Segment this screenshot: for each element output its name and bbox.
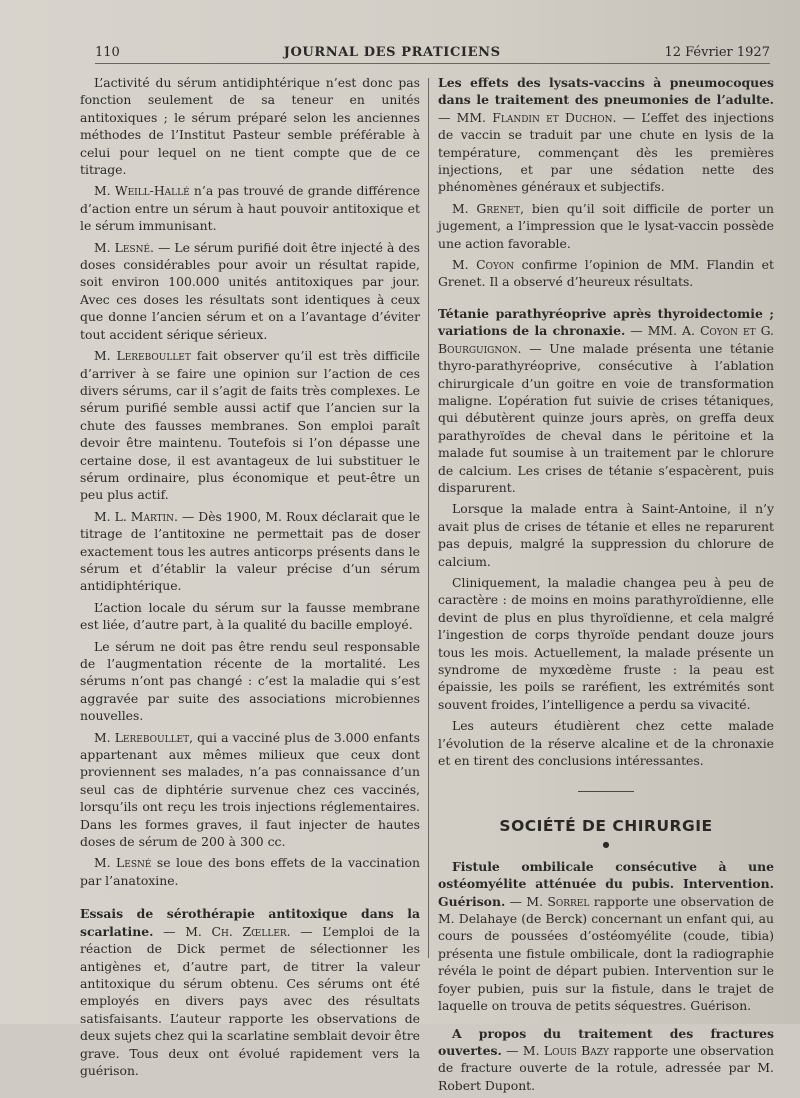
paragraph: Les auteurs étudièrent chez cette malade l’évolution de la réserve alcaline et de la chronaxie et en tirent des conclusions intéressantes. bbox=[438, 718, 774, 769]
issue-date: 12 Février 1927 bbox=[664, 45, 770, 60]
article-title: Les effets des lysats-vaccins à pneumocoques dans le traitement des pneumonies de l’adulte. bbox=[438, 75, 774, 108]
section-separator bbox=[578, 791, 634, 792]
speaker-name: — MM. Flandin et Duchon. bbox=[438, 109, 617, 125]
paragraph: A propos du traitement des fractures ouvertes. — M. Louis Bazy rapporte une observation de fracture ouverte de la rotule, adressée par M. Robert Dupont. bbox=[438, 1025, 774, 1093]
speaker-name: M. Lesné. bbox=[94, 239, 154, 255]
speaker-name: — M. Sorrel bbox=[505, 893, 590, 909]
paragraph: M. Lereboullet, qui a vacciné plus de 3.000 enfants appartenant aux mêmes milieux que ceux dont proviennent ses malades, n’a pas connaissance d’un seul cas de diphtérie survenue chez ces vaccinés, lorsqu’ils ont reçu les trois injections réglementaires. Dans les formes graves, il faut injecter de hautes doses de sérum de 200 à 300 cc. bbox=[80, 729, 420, 850]
speaker-name: M. Lereboullet, bbox=[94, 729, 194, 745]
paragraph: Essais de sérothérapie antitoxique dans la scarlatine. — M. Ch. Zœller. — L’emploi de la réaction de Dick permet de sélectionner les antigènes et, d’autre part, de titrer la valeur antitoxique du sérum obtenu. Ces sérums ont été employés en divers pays avec des résultats satisfaisants. L’auteur rapporte les observations de deux sujets chez qui la scarlatine semblait devoir être grave. Tous deux ont évolué rapidement vers la guérison. bbox=[80, 906, 420, 1078]
speaker-name: M. Coyon bbox=[452, 257, 515, 273]
paragraph: M. Lesné. — Le sérum purifié doit être injecté à des doses considérables pour avoir un résultat rapide, soit environ 100.000 unités antitoxiques par jour. Avec ces doses les résultats sont identiques à ceux que donne l’ancien sérum et on a l’avantage d’éviter tout accident sérique sérieux. bbox=[80, 239, 420, 342]
paragraph: M. Lereboullet fait observer qu’il est très difficile d’arriver à se faire une opinion sur l’action de ces divers sérums, car il s’agit de faits très complexes. Le sérum purifié semble aussi actif que l’ancien sur la chute des fausses membranes. Son emploi paraît devoir être maintenu. Toutefois si l’on dépasse une certaine dose, il est avantageux de lui substituer le sérum ordinaire, plus économique et peut-être un peu plus actif. bbox=[80, 348, 420, 503]
speaker-name: — M. Ch. Zœller. bbox=[153, 923, 291, 939]
speaker-name: M. Grenet, bbox=[452, 200, 525, 216]
article-title: A propos du traitement des fractures ouvertes. bbox=[438, 1025, 774, 1058]
paragraph: M. L. Martin. — Dès 1900, M. Roux déclarait que le titrage de l’antitoxine ne permettait pas de doser exactement tous les autres anticorps présents dans le sérum et d’établir la valeur précise d’un sérum antidiphtérique. bbox=[80, 508, 420, 594]
paragraph: Fistule ombilicale consécutive à une ostéomyélite atténuée du pubis. Intervention. Guérison. — M. Sorrel rapporte une observation de M. Delahaye (de Berck) concernant un enfant qui, au cours de poussées d’ostéomyélite (coude, tibia) présenta une fistule ombilicale, dont la radiographie révéla le point de départ pubien. Intervention sur le foyer pubien, puis sur la fistule, dans le trajet de laquelle on trouva de petits séquestres. Guérison. bbox=[438, 858, 774, 1014]
speaker-name: M. Lesné bbox=[94, 855, 152, 871]
paragraph: M. Grenet, bien qu’il soit difficile de porter un jugement, a l’impression que le lysat-vaccin possède une action favorable. bbox=[438, 200, 774, 251]
left-column bbox=[80, 74, 420, 1083]
speaker-name: — MM. A. Coyon et G. Bourguignon. bbox=[438, 323, 774, 356]
speaker-name: M. Lereboullet bbox=[94, 348, 191, 364]
column-divider bbox=[428, 78, 429, 958]
article-title: Tétanie parathyréoprive après thyroidectomie ; variations de la chronaxie. bbox=[438, 305, 774, 339]
page-number: 110 bbox=[95, 45, 120, 60]
paragraph: L’activité du sérum antidiphtérique n’est donc pas fonction seulement de sa teneur en unités antitoxiques ; le sérum préparé selon les anciennes méthodes de l’Institut Pasteur semble préférable à celui pour lequel on ne tient compte que de ce titrage. bbox=[80, 75, 420, 178]
paragraph: Le sérum ne doit pas être rendu seul responsable de l’augmentation récente de la mortalité. Les sérums n’ont pas changé : c’est la maladie qui s’est aggravée par suite des associations microbiennes nouvelles. bbox=[80, 638, 420, 724]
paragraph: Tétanie parathyréoprive après thyroidectomie ; variations de la chronaxie. — MM. A. Coyon et G. Bourguignon. — Une malade présenta une tétanie thyro-parathyréoprive, consécutive à l’ablation chirurgicale d’un goitre en voie de transformation maligne. L’opération fut suivie de crises tétaniques, qui débutèrent quinze jours après, on greffa deux parathyroïdes de cheval dans le péritoine et la malade fut soumise à un traitement par le chlorure de calcium. Les crises de tétanie s’espacèrent, puis disparurent. bbox=[438, 305, 774, 495]
section-heading: SOCIÉTÉ DE CHIRURGIE bbox=[499, 817, 713, 836]
paragraph: M. Coyon confirme l’opinion de MM. Flandin et Grenet. Il a observé d’heureux résultats. bbox=[438, 257, 774, 290]
article-title: Fistule ombilicale consécutive à une ostéomyélite atténuée du pubis. Intervention. Guérison. bbox=[438, 858, 774, 909]
journal-title: JOURNAL DES PRATICIENS bbox=[283, 45, 501, 60]
paragraph: M. Weill-Hallé n’a pas trouvé de grande différence d’action entre un sérum à haut pouvoir antitoxique et le sérum immunisant. bbox=[80, 183, 420, 234]
right-column bbox=[438, 74, 774, 1098]
paragraph: Lorsque la malade entra à Saint-Antoine, il n’y avait plus de crises de tétanie et elles ne reparurent pas depuis, malgré la suppression du chlorure de calcium. bbox=[438, 501, 774, 569]
speaker-name: M. L. Martin. bbox=[94, 508, 178, 524]
speaker-name: — M. Louis Bazy bbox=[501, 1042, 609, 1058]
ornament-dot: ● bbox=[602, 839, 610, 849]
paragraph: Les effets des lysats-vaccins à pneumocoques dans le traitement des pneumonies de l’adulte. — MM. Flandin et Duchon. — L’effet des injections de vaccin se traduit par une chute en lysis de la température, commençant dès les premières injections, et par une sédation nette des phénomènes généraux et subjectifs. bbox=[438, 75, 774, 195]
paragraph: Cliniquement, la maladie changea peu à peu de caractère : de moins en moins parathyroïdienne, elle devint de plus en plus thyroïdienne, et cela malgré l’ingestion de corps thyroïde pendant douze jours tous les mois. Actuellement, la malade présente un syndrome de myxœdème fruste : la peau est épaissie, les poils se raréfient, les extrémités sont souvent froides, l’intelligence a perdu sa vivacité. bbox=[438, 574, 774, 712]
speaker-name: M. Weill-Hallé bbox=[94, 183, 190, 199]
paragraph: M. Lesné se loue des bons effets de la vaccination par l’anatoxine. bbox=[80, 855, 420, 888]
article-title: Essais de sérothérapie antitoxique dans la scarlatine. bbox=[80, 906, 420, 939]
paragraph: L’action locale du sérum sur la fausse membrane est liée, d’autre part, à la qualité du bacille employé. bbox=[80, 599, 420, 633]
page-header bbox=[95, 38, 770, 64]
